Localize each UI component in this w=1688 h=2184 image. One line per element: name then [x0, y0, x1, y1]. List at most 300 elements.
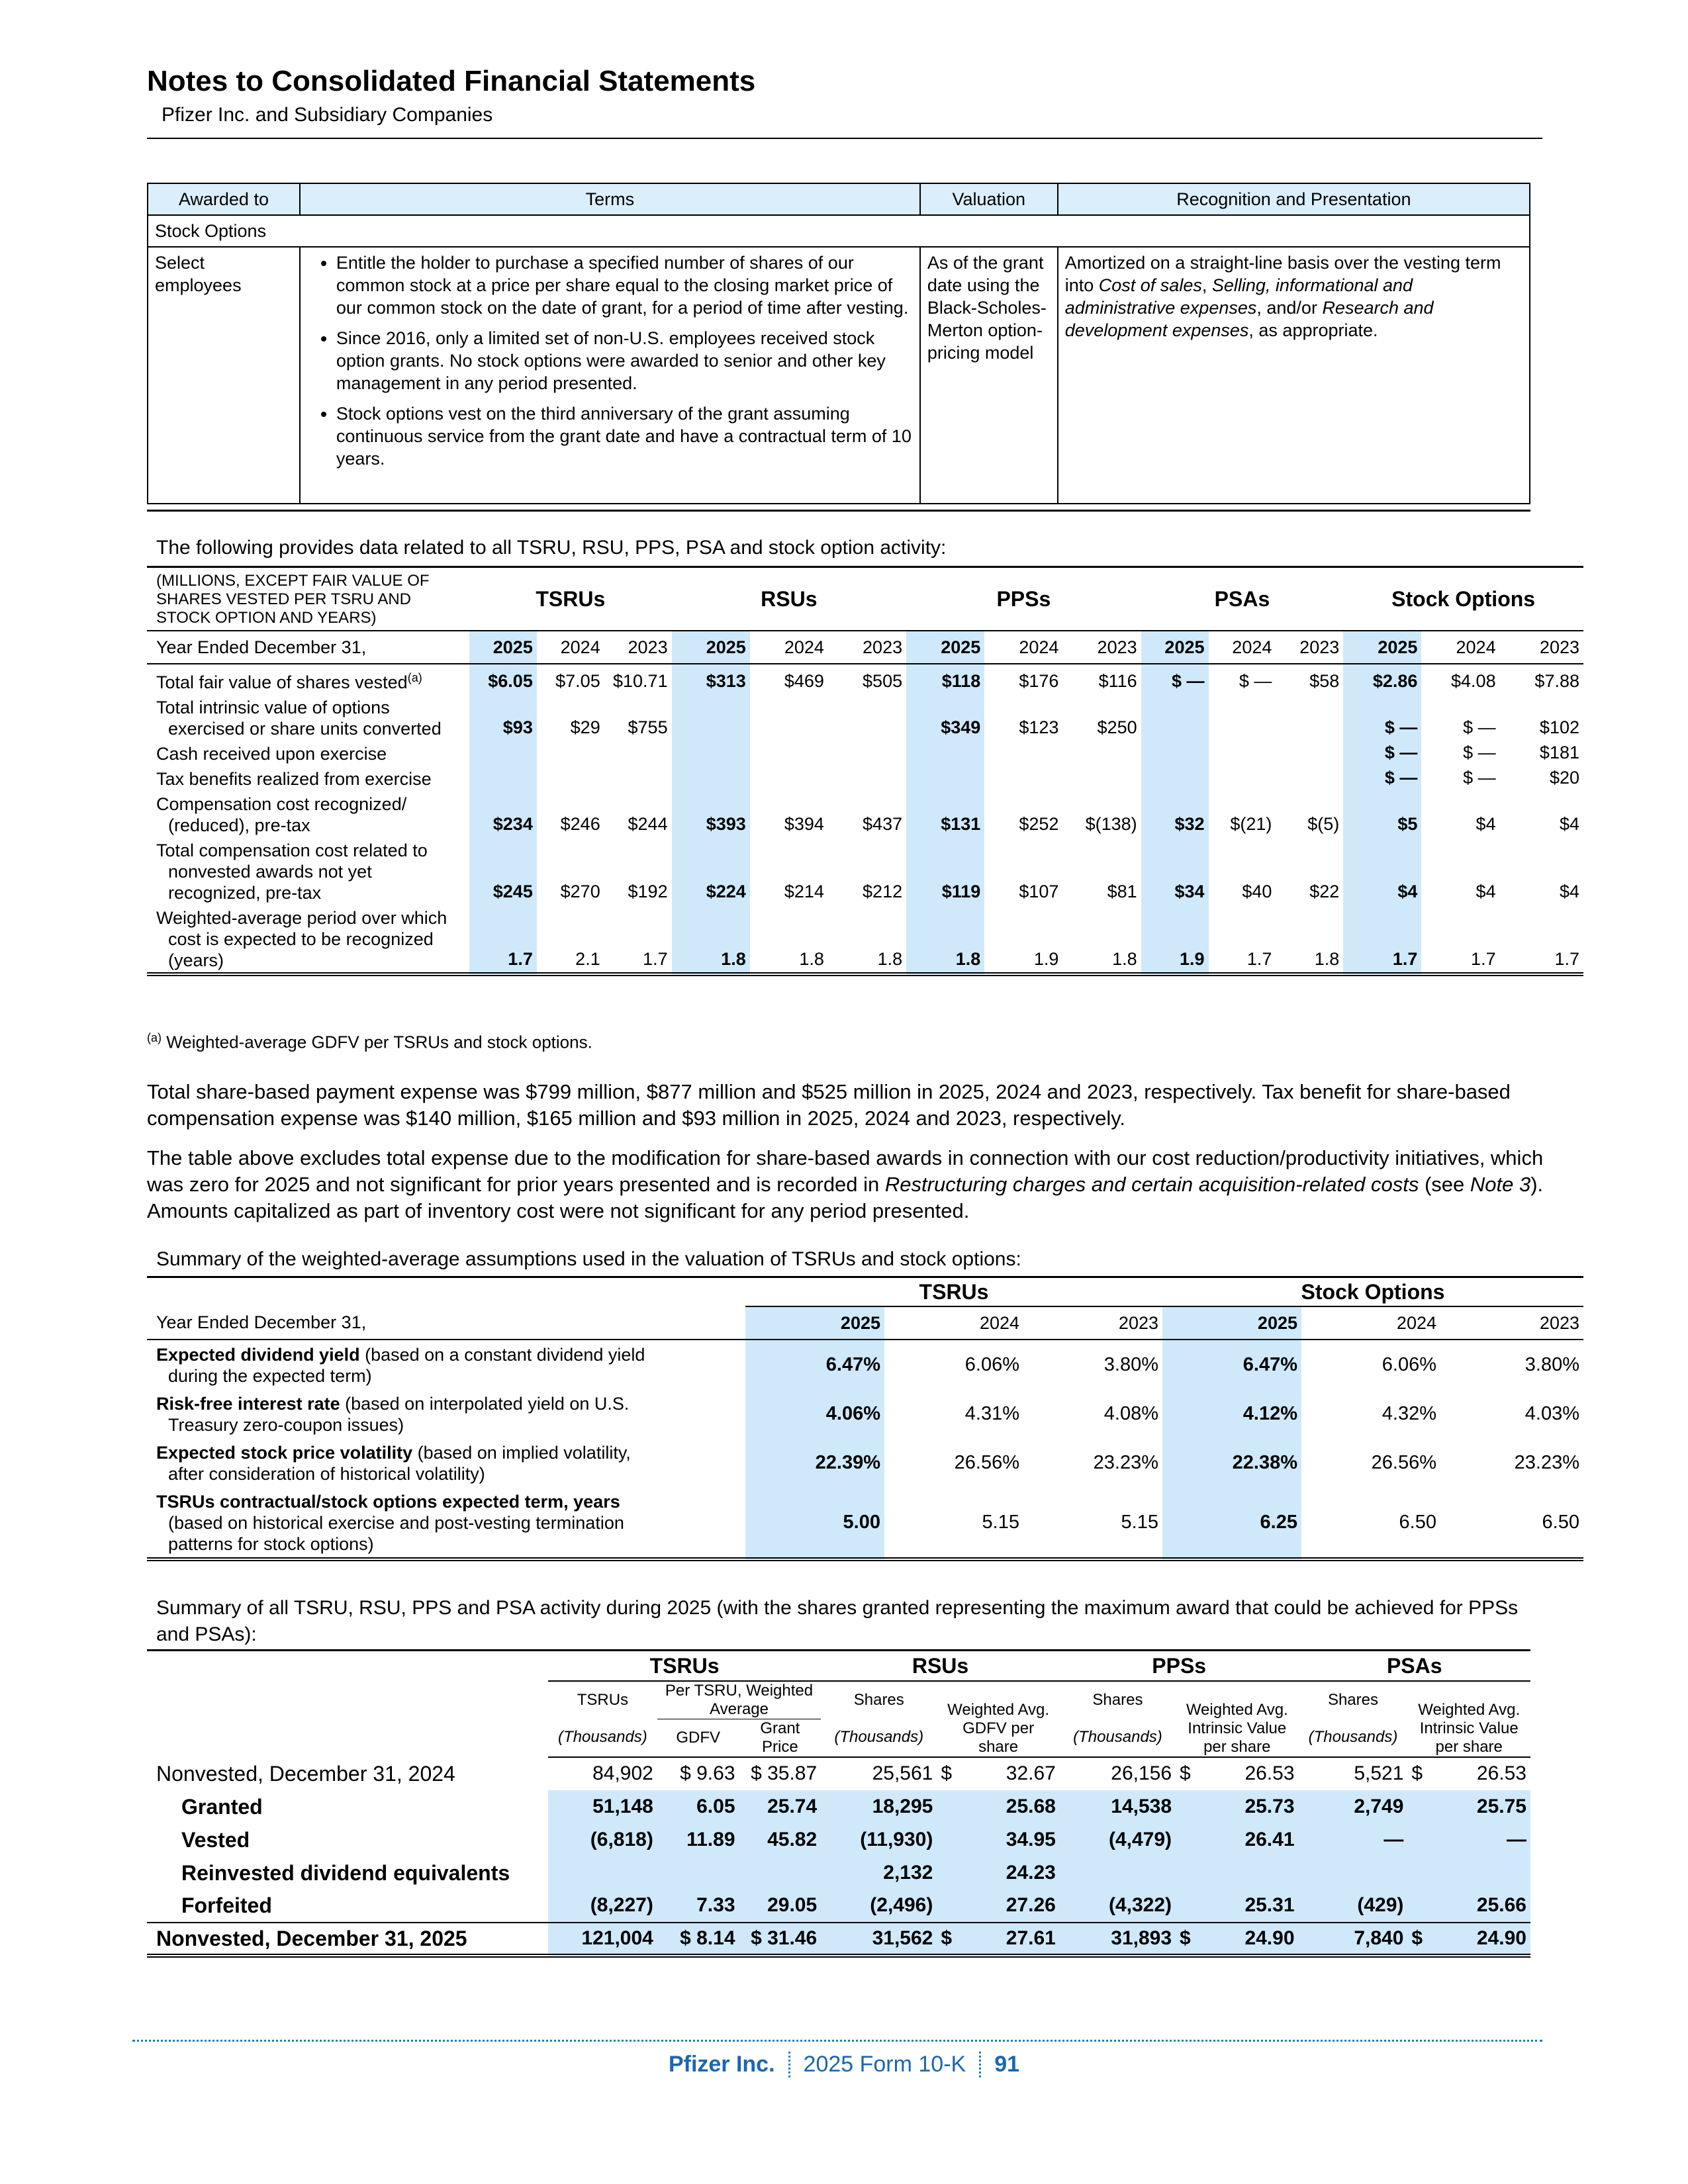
- value-cell: 5,521: [1354, 1762, 1404, 1784]
- value-cell: 7,840: [1299, 1923, 1408, 1956]
- value-cell: 32.67: [1006, 1762, 1056, 1784]
- value-cell: [937, 1889, 978, 1923]
- terms-cell: [300, 247, 920, 504]
- value-cell: 6.05: [657, 1790, 739, 1823]
- year-header: 2023: [1299, 637, 1340, 657]
- col-recognition: Recognition and Presentation: [1058, 183, 1530, 215]
- group-tsrus: TSRUs: [536, 587, 606, 611]
- subhead-wa-intrinsic: Weighted Avg. Intrinsic Value per share: [1176, 1681, 1298, 1757]
- value-cell: $(5): [1307, 814, 1340, 834]
- year-header: 2025: [469, 631, 537, 664]
- table-row: [147, 1923, 1530, 1956]
- value-cell: 3.80%: [1103, 1353, 1158, 1375]
- value-cell: 1.8: [906, 905, 984, 974]
- value-cell: 25.31: [1217, 1889, 1299, 1923]
- value-cell: [828, 694, 906, 741]
- subhead-wa-intrinsic: Weighted Avg. Intrinsic Value per share: [1407, 1681, 1530, 1757]
- value-cell: 1.8: [1112, 949, 1137, 969]
- page-subtitle: Pfizer Inc. and Subsidiary Companies: [162, 104, 493, 126]
- row-label: Nonvested, December 31, 2025: [156, 1926, 467, 1950]
- value-cell: $(138): [1085, 814, 1137, 834]
- value-cell: 26.41: [1217, 1823, 1299, 1856]
- value-cell: $ —: [1141, 664, 1209, 694]
- value-cell: $224: [672, 837, 750, 905]
- value-cell: $32: [1141, 791, 1209, 837]
- row-label: Reinvested dividend equivalents: [181, 1860, 510, 1885]
- value-cell: 5.15: [982, 1511, 1019, 1533]
- value-cell: 6.50: [1542, 1511, 1579, 1533]
- value-cell: [906, 766, 984, 791]
- value-cell: 26.56%: [954, 1451, 1019, 1473]
- row-label-note: (based on implied volatility, after consideration of historical volatility): [168, 1442, 631, 1484]
- value-cell: 1.8: [877, 949, 903, 969]
- value-cell: 1.8: [672, 905, 750, 974]
- group-psas: PSAs: [1299, 1651, 1530, 1681]
- value-cell: 25.74: [739, 1790, 821, 1823]
- value-cell: [1276, 694, 1343, 741]
- value-cell: $250: [1097, 717, 1137, 737]
- value-cell: 34.95: [978, 1823, 1060, 1856]
- value-cell: (4,479): [1060, 1823, 1176, 1856]
- value-cell: [1209, 694, 1276, 741]
- value-cell: $234: [469, 791, 537, 837]
- footnote-ref: (a): [407, 671, 422, 684]
- row-label: Nonvested, December 31, 2024: [156, 1761, 455, 1786]
- value-cell: 1.9: [1141, 905, 1209, 974]
- assumptions-table: [147, 1276, 1583, 1561]
- value-cell: [1176, 1889, 1217, 1923]
- value-cell: [1448, 1856, 1530, 1889]
- value-cell: 23.23%: [1514, 1451, 1579, 1473]
- value-cell: $40: [1242, 882, 1272, 901]
- value-cell: 29.05: [739, 1889, 821, 1923]
- value-cell: $181: [1539, 743, 1579, 762]
- table-row: [147, 791, 1583, 837]
- value-cell: [750, 694, 828, 741]
- term-item: • Since 2016, only a limited set of non-U.S. employees received stock option grants. No stock options were awarded to senior and other key management in any period presented.: [336, 327, 913, 394]
- value-cell: [1276, 741, 1343, 766]
- value-cell: [1407, 1823, 1448, 1856]
- value-cell: 6.06%: [1382, 1353, 1436, 1375]
- value-cell: $58: [1309, 671, 1340, 691]
- value-cell: 26.56%: [1371, 1451, 1436, 1473]
- footer-divider: [132, 2040, 1542, 2042]
- table-row: [147, 1790, 1530, 1823]
- value-cell: $313: [672, 664, 750, 694]
- value-cell: 4.12%: [1162, 1389, 1301, 1438]
- value-cell: $212: [863, 882, 903, 901]
- value-cell: $123: [1019, 717, 1059, 737]
- subhead-grant-price: Grant Price: [739, 1719, 821, 1757]
- value-cell: 31,562: [821, 1923, 937, 1956]
- value-cell: [1062, 766, 1141, 791]
- value-cell: [469, 766, 537, 791]
- value-cell: [548, 1856, 657, 1889]
- value-cell: 6.06%: [964, 1353, 1019, 1375]
- footer-form: 2025 Form 10-K: [790, 2052, 982, 2077]
- value-cell: $214: [784, 882, 824, 901]
- value-cell: [1407, 1790, 1448, 1823]
- value-cell: [750, 741, 828, 766]
- year-header: 2023: [863, 637, 903, 657]
- value-cell: 4.03%: [1524, 1402, 1579, 1424]
- value-cell: $4: [1343, 837, 1421, 905]
- row-label: Weighted-average period over which cost is expected to be recognized (years): [156, 908, 447, 970]
- value-cell: 25.73: [1217, 1790, 1299, 1823]
- value-cell: 1.7: [1246, 949, 1272, 969]
- value-cell: $2.86: [1343, 664, 1421, 694]
- value-cell: 22.39%: [745, 1438, 884, 1487]
- value-cell: $252: [1019, 814, 1059, 834]
- value-cell: —: [1299, 1823, 1408, 1856]
- value-cell: $20: [1549, 768, 1579, 788]
- value-cell: 3.80%: [1524, 1353, 1579, 1375]
- page-number: 91: [994, 2052, 1020, 2077]
- value-cell: (8,227): [548, 1889, 657, 1923]
- page-header: [147, 62, 755, 127]
- value-cell: $270: [560, 882, 600, 901]
- value-cell: 27.26: [978, 1889, 1060, 1923]
- value-cell: 5.15: [1121, 1511, 1158, 1533]
- value-cell: 25,561: [872, 1762, 933, 1784]
- table-row: [147, 1823, 1530, 1856]
- value-cell: 121,004: [548, 1923, 657, 1956]
- row-label: [147, 1389, 745, 1438]
- value-cell: $349: [906, 694, 984, 741]
- value-cell: $192: [628, 882, 668, 901]
- summary-caption: Summary of all TSRU, RSU, PPS and PSA activity during 2025 (with the shares granted representing the maximum award that could be achieved for PPSs and PSAs):: [156, 1597, 1519, 1645]
- row-label: Total compensation cost related to nonvested awards not yet recognized, pre-tax: [156, 841, 428, 903]
- value-cell: $ —: [1343, 694, 1421, 741]
- value-cell: [1209, 741, 1276, 766]
- value-cell: [604, 766, 672, 791]
- value-cell: 45.82: [739, 1823, 821, 1856]
- year-header: 2024: [1456, 637, 1496, 657]
- subhead-wa-gdfv: Weighted Avg. GDFV per share: [937, 1681, 1059, 1757]
- value-cell: 2.1: [575, 949, 600, 969]
- value-cell: (429): [1299, 1889, 1408, 1923]
- value-cell: [672, 694, 750, 741]
- value-cell: 84,902: [592, 1762, 653, 1784]
- value-cell: $: [937, 1923, 978, 1956]
- value-cell: 1.7: [1554, 949, 1579, 969]
- group-psas: PSAs: [1214, 587, 1270, 611]
- year-header: 2023: [1539, 1312, 1579, 1333]
- table-row: [147, 766, 1583, 791]
- value-cell: $131: [906, 791, 984, 837]
- group-stock-options: Stock Options: [1162, 1277, 1583, 1306]
- year-header: 2024: [1396, 1312, 1436, 1333]
- value-cell: 26.53: [1476, 1762, 1526, 1784]
- group-rsus: RSUs: [821, 1651, 1060, 1681]
- table-row: [147, 1487, 1583, 1559]
- value-cell: 25.68: [978, 1790, 1060, 1823]
- value-cell: (2,496): [821, 1889, 937, 1923]
- value-cell: 6.50: [1399, 1511, 1436, 1533]
- table-row: [147, 1757, 1530, 1790]
- value-cell: $(21): [1230, 814, 1272, 834]
- value-cell: 14,538: [1060, 1790, 1176, 1823]
- year-header: 2023: [1539, 637, 1579, 657]
- value-cell: $29: [570, 717, 600, 737]
- terms-table-bottom-rule: [147, 510, 1530, 512]
- summary-table: [147, 1649, 1530, 1958]
- header-rule: [147, 138, 1542, 139]
- valuation-cell: As of the grant date using the Black-Scholes-Merton option-pricing model: [920, 247, 1058, 504]
- value-cell: 5.00: [745, 1487, 884, 1559]
- year-header: 2025: [1141, 631, 1209, 664]
- value-cell: $ 31.46: [739, 1923, 821, 1956]
- value-cell: 7.33: [657, 1889, 739, 1923]
- value-cell: 4.32%: [1382, 1402, 1436, 1424]
- row-label-note: (based on interpolated yield on U.S. Treasury zero-coupon issues): [168, 1393, 630, 1435]
- value-cell: $6.05: [469, 664, 537, 694]
- table-row: [147, 837, 1583, 905]
- value-cell: 4.06%: [745, 1389, 884, 1438]
- value-cell: [1299, 1856, 1408, 1889]
- table-row: [147, 741, 1583, 766]
- value-cell: 27.61: [978, 1923, 1060, 1956]
- value-cell: 25.75: [1448, 1790, 1530, 1823]
- value-cell: [1176, 1856, 1217, 1889]
- year-header: 2025: [1343, 631, 1421, 664]
- value-cell: 4.31%: [964, 1402, 1019, 1424]
- value-cell: 1.7: [469, 905, 537, 974]
- value-cell: $505: [863, 671, 903, 691]
- value-cell: $4.08: [1451, 671, 1496, 691]
- value-cell: $22: [1309, 882, 1340, 901]
- value-cell: 1.8: [1314, 949, 1340, 969]
- subhead-shares: Shares (Thousands): [821, 1681, 937, 1757]
- page-title: Notes to Consolidated Financial Statements: [147, 65, 756, 97]
- value-cell: $5: [1343, 791, 1421, 837]
- table-row: [147, 664, 1583, 694]
- year-header: 2025: [906, 631, 984, 664]
- col-awarded-to: Awarded to: [148, 183, 300, 215]
- value-cell: 26,156: [1111, 1762, 1172, 1784]
- value-cell: $4: [1559, 814, 1579, 834]
- table-row: [147, 1438, 1583, 1487]
- activity-table: [147, 566, 1583, 976]
- group-ppss: PPSs: [996, 587, 1051, 611]
- activity-footnote: $^{(a)}$ Weighted-average GDFV per TSRUs and stock options.: [147, 1031, 592, 1052]
- value-cell: 31,893: [1060, 1923, 1176, 1956]
- table-row: [147, 1340, 1583, 1389]
- row-label: Cash received upon exercise: [156, 744, 387, 764]
- row-label: [147, 1487, 745, 1559]
- term-item: • Entitle the holder to purchase a specified number of shares of our common stock at a price per share equal to the closing market price of our common stock on the date of grant, for a period of time after vesting.: [336, 251, 913, 319]
- page-footer: [0, 2052, 1688, 2077]
- value-cell: 25.66: [1448, 1889, 1530, 1923]
- value-cell: [537, 766, 604, 791]
- value-cell: $102: [1539, 717, 1579, 737]
- value-cell: $ —: [1343, 741, 1421, 766]
- value-cell: 24.23: [978, 1856, 1060, 1889]
- value-cell: $245: [469, 837, 537, 905]
- value-cell: 22.38%: [1162, 1438, 1301, 1487]
- year-header: 2024: [1019, 637, 1059, 657]
- subhead-per-tsru: Per TSRU, Weighted Average: [657, 1681, 821, 1719]
- value-cell: [750, 766, 828, 791]
- value-cell: [1407, 1856, 1448, 1889]
- subhead-shares: Shares (Thousands): [1299, 1681, 1408, 1757]
- row-label-bold: Expected dividend yield: [156, 1344, 360, 1365]
- value-cell: 18,295: [821, 1790, 937, 1823]
- value-cell: (6,818): [548, 1823, 657, 1856]
- value-cell: $394: [784, 814, 824, 834]
- value-cell: (4,322): [1060, 1889, 1176, 1923]
- row-label-note: (based on a constant dividend yield during the expected term): [168, 1344, 645, 1386]
- col-valuation: Valuation: [920, 183, 1058, 215]
- value-cell: $10.71: [613, 671, 668, 691]
- value-cell: [828, 766, 906, 791]
- value-cell: $118: [906, 664, 984, 694]
- row-label: [147, 1340, 745, 1389]
- value-cell: [469, 741, 537, 766]
- value-cell: 6.47%: [1162, 1340, 1301, 1389]
- value-cell: [537, 741, 604, 766]
- value-cell: $ —: [1239, 671, 1272, 691]
- value-cell: $ —: [1463, 717, 1496, 737]
- row-label: Tax benefits realized from exercise: [156, 769, 432, 789]
- value-cell: $116: [1098, 671, 1137, 691]
- row-label-bold: TSRUs contractual/stock options expected term, years: [156, 1491, 620, 1512]
- value-cell: —: [1448, 1823, 1530, 1856]
- value-cell: $ 9.63: [680, 1762, 735, 1784]
- value-cell: [984, 766, 1062, 791]
- activity-caption: The following provides data related to all TSRU, RSU, PPS, PSA and stock option activity:: [156, 537, 947, 559]
- value-cell: [828, 741, 906, 766]
- value-cell: $ —: [1343, 766, 1421, 791]
- value-cell: [906, 741, 984, 766]
- value-cell: 11.89: [657, 1823, 739, 1856]
- expense-paragraph: Total share-based payment expense was $799 million, $877 million and $525 million in 2025, 2024 and 2023, respectively. Tax benefit for share-based compensation expense was $140 million, $165 million and $93 million in 2025, 2024 and 2023, respectively.: [147, 1080, 1511, 1130]
- value-cell: $119: [906, 837, 984, 905]
- footer-brand: Pfizer Inc.: [655, 2052, 790, 2077]
- table-row: [147, 1856, 1530, 1889]
- value-cell: $81: [1107, 882, 1137, 901]
- group-ppss: PPSs: [1060, 1651, 1299, 1681]
- year-label: Year Ended December 31,: [156, 1312, 367, 1332]
- year-header: 2024: [1232, 637, 1272, 657]
- value-cell: $ —: [1463, 743, 1496, 762]
- value-cell: $437: [863, 814, 903, 834]
- value-cell: 1.9: [1033, 949, 1059, 969]
- row-label-bold: Risk-free interest rate: [156, 1393, 340, 1414]
- year-header: 2024: [979, 1312, 1019, 1333]
- value-cell: $755: [628, 717, 668, 737]
- subhead-gdfv: GDFV: [657, 1719, 739, 1757]
- value-cell: [1276, 766, 1343, 791]
- value-cell: 51,148: [548, 1790, 657, 1823]
- unit-note: (MILLIONS, EXCEPT FAIR VALUE OF SHARES VESTED PER TSRU AND STOCK OPTION AND YEARS): [156, 572, 430, 627]
- value-cell: 24.90: [1448, 1923, 1530, 1956]
- row-label: Total fair value of shares vested$^{(a)}$: [156, 671, 422, 692]
- value-cell: 2,132: [821, 1856, 937, 1889]
- value-cell: $176: [1019, 671, 1059, 691]
- group-rsus: RSUs: [761, 587, 818, 611]
- row-label: Granted: [181, 1794, 263, 1819]
- value-cell: $107: [1019, 882, 1059, 901]
- year-header: 2025: [672, 631, 750, 664]
- value-cell: [739, 1856, 821, 1889]
- awarded-to-cell: Select employees: [148, 247, 300, 504]
- value-cell: $7.05: [555, 671, 600, 691]
- value-cell: 1.8: [799, 949, 824, 969]
- value-cell: [1141, 694, 1209, 741]
- group-tsrus: TSRUs: [548, 1651, 821, 1681]
- row-label: [147, 1438, 745, 1487]
- term-item: • Stock options vest on the third anniversary of the grant assuming continuous service from the grant date and have a contractual term of 10 years.: [336, 402, 913, 470]
- value-cell: [937, 1856, 978, 1889]
- row-label: Compensation cost recognized/ (reduced), pre-tax: [156, 794, 407, 835]
- year-header: 2025: [1162, 1306, 1301, 1340]
- row-label-note: (based on historical exercise and post-vesting termination patterns for stock options): [168, 1512, 624, 1554]
- year-header: 2024: [560, 637, 600, 657]
- value-cell: 24.90: [1217, 1923, 1299, 1956]
- recognition-cell: Amortized on a straight-line basis over the vesting term into Cost of sales, Selling, informational and administrative expenses, and/or Research and development expenses, as appropriate.: [1058, 247, 1530, 504]
- year-header: 2023: [1118, 1312, 1158, 1333]
- modification-paragraph: The table above excludes total expense due to the modification for share-based awards in connection with our cost reduction/productivity initiatives, which was zero for 2025 and not significant for prior years presented and is recorded in Restructuring charges and certain acquisition-related costs (see Note 3). Amounts capitalized as part of inventory cost were not significant for any period presented.: [147, 1146, 1544, 1222]
- group-stock-options: Stock Options: [1391, 587, 1536, 611]
- value-cell: [1209, 766, 1276, 791]
- value-cell: [1217, 1856, 1299, 1889]
- subhead-shares: Shares (Thousands): [1060, 1681, 1176, 1757]
- value-cell: $469: [784, 671, 824, 691]
- value-cell: 1.7: [1343, 905, 1421, 974]
- value-cell: [937, 1823, 978, 1856]
- value-cell: 6.47%: [745, 1340, 884, 1389]
- value-cell: $7.88: [1534, 671, 1579, 691]
- stock-options-terms-table: [147, 183, 1530, 504]
- value-cell: [1407, 1889, 1448, 1923]
- value-cell: 26.53: [1244, 1762, 1295, 1784]
- value-cell: 1.7: [1471, 949, 1496, 969]
- value-cell: [984, 741, 1062, 766]
- value-cell: $ 35.87: [751, 1762, 818, 1784]
- value-cell: 23.23%: [1093, 1451, 1158, 1473]
- value-cell: (11,930): [821, 1823, 937, 1856]
- table-row: [147, 905, 1583, 974]
- row-label: Forfeited: [181, 1893, 272, 1917]
- value-cell: [1141, 741, 1209, 766]
- value-cell: 6.25: [1162, 1487, 1301, 1559]
- value-cell: 4.08%: [1103, 1402, 1158, 1424]
- year-header: 2023: [1097, 637, 1137, 657]
- value-cell: $: [941, 1762, 953, 1784]
- row-label: Vested: [181, 1827, 250, 1852]
- value-cell: $34: [1141, 837, 1209, 905]
- group-tsrus: TSRUs: [745, 1277, 1162, 1306]
- value-cell: $393: [672, 791, 750, 837]
- value-cell: [604, 741, 672, 766]
- value-cell: $ —: [1463, 768, 1496, 788]
- year-header: 2024: [784, 637, 824, 657]
- value-cell: [1141, 766, 1209, 791]
- subhead-tsrus: TSRUs (Thousands): [548, 1681, 657, 1757]
- category-stock-options: Stock Options: [148, 215, 1530, 247]
- value-cell: $ 8.14: [657, 1923, 739, 1956]
- col-terms: Terms: [300, 183, 920, 215]
- row-label: Total intrinsic value of options exercised or share units converted: [156, 698, 442, 739]
- value-cell: [657, 1856, 739, 1889]
- value-cell: 2,749: [1299, 1790, 1408, 1823]
- year-label: Year Ended December 31,: [156, 637, 367, 657]
- value-cell: [1176, 1790, 1217, 1823]
- assumptions-caption: Summary of the weighted-average assumptions used in the valuation of TSRUs and stock options:: [156, 1248, 1021, 1270]
- value-cell: $4: [1559, 882, 1579, 901]
- value-cell: $4: [1476, 814, 1496, 834]
